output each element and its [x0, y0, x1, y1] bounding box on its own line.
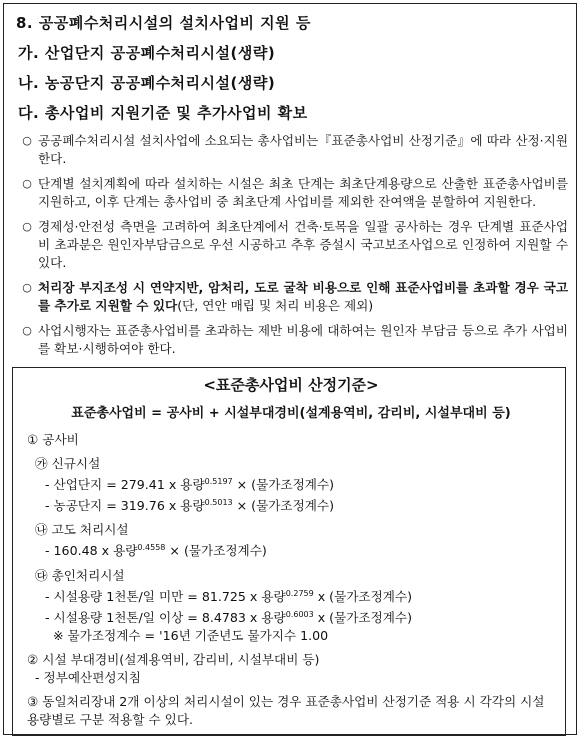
item-da: 다. 총사업비 지원기준 및 추가사업비 확보	[18, 104, 308, 122]
standard-cost-box	[12, 367, 566, 736]
overhead-sub: - 정부예산편성지침	[35, 669, 141, 685]
bullet-text: 경제성·안전성 측면을 고려하여 최초단계에서 건축·토목을 일괄 공사하는 경우 단계별 표준사업비 초과분은 원인자부담금으로 우선 시공하고 추후 증설시 국고보조사업으로 인정하여 지원할 수 있다.	[38, 219, 568, 270]
phosphorus-formula-under: - 시설용량 1천톤/일 미만 = 81.725 x 용량$^{0.2759}$ x (물가조정계수)	[45, 588, 412, 604]
price-adjustment-note: ※ 물가조정계수 = '16년 기준년도 물가지수 1.00	[53, 627, 329, 643]
bullet-mark: ○	[22, 281, 32, 294]
bullet-mark: ○	[22, 177, 32, 190]
new-facility-heading: ㉮ 신규시설	[35, 456, 101, 471]
phosphorus-facility-heading: ㉰ 총인처리시설	[35, 567, 125, 583]
box-title: <표준총사업비 산정기준>	[203, 376, 379, 394]
bullet-text	[38, 279, 568, 315]
document-page	[3, 3, 577, 735]
section-title: 8. 공공폐수처리시설의 설치사업비 지원 등	[16, 14, 311, 32]
phosphorus-formula-over: - 시설용량 1천톤/일 이상 = 8.4783 x 용량$^{0.6003}$ x (물가조정계수)	[45, 609, 412, 625]
advanced-facility-heading: ㉯ 고도 처리시설	[35, 522, 129, 538]
bullet-note-text: (단, 연안 매립 및 처리 비용은 제외)	[177, 298, 374, 313]
agricultural-formula: - 농공단지 = 319.76 x 용량$^{0.5013}$ × (물가조정계수)	[45, 498, 335, 514]
overhead-heading: ② 시설 부대경비(설계용역비, 감리비, 시설부대비 등)	[27, 651, 320, 667]
bullet-bold-text: 처리장 부지조성 시 연약지반, 암처리, 도로 굴착 비용으로 인해 표준사업비를 초과할 경우 국고를 추가로 지원할 수 있다	[38, 280, 568, 313]
bullet-1	[16, 132, 568, 168]
bullet-text: 단계별 설치계획에 따라 설치하는 시설은 최초 단계는 최초단계용량으로 산출한 표준총사업비를 지원하고, 이후 단계는 총사업비 중 최초단계 사업비를 제외한 잔여액을 분할하여 지원한다.	[38, 176, 568, 209]
industrial-formula: - 산업단지 = 279.41 x 용량$^{0.5197}$ × (물가조정계수)	[45, 477, 335, 493]
bullet-text: 공공폐수처리시설 설치사업에 소요되는 총사업비는『표준총사업비 산정기준』에 따라 산정·지원한다.	[38, 133, 568, 166]
bullet-3	[16, 218, 568, 272]
bullet-mark: ○	[22, 220, 32, 233]
bullet-text: 사업시행자는 표준총사업비를 초과하는 제반 비용에 대하여는 원인자 부담금 등으로 추가 사업비를 확보·시행하여야 한다.	[38, 323, 568, 356]
advanced-formula: - 160.48 x 용량$^{0.4558}$ × (물가조정계수)	[45, 543, 267, 559]
bullet-mark: ○	[22, 324, 32, 337]
bullet-5	[16, 322, 568, 358]
construction-cost-heading: ① 공사비	[27, 432, 79, 447]
item-na: 나. 농공단지 공공폐수처리시설(생략)	[18, 74, 276, 92]
multiple-facility-note: ③ 동일처리장내 2개 이상의 처리시설이 있는 경우 표준총사업비 산정기준 적용 시 각각의 시설용량별로 구분 적용할 수 있다.	[27, 693, 545, 727]
bullet-mark: ○	[22, 134, 32, 147]
item-ga: 가. 산업단지 공공폐수처리시설(생략)	[18, 44, 276, 62]
bullet-4	[16, 279, 568, 315]
bullet-2	[16, 175, 568, 211]
cost-formula: 표준총사업비 = 공사비 + 시설부대경비(설계용역비, 감리비, 시설부대비 등)	[71, 406, 511, 421]
